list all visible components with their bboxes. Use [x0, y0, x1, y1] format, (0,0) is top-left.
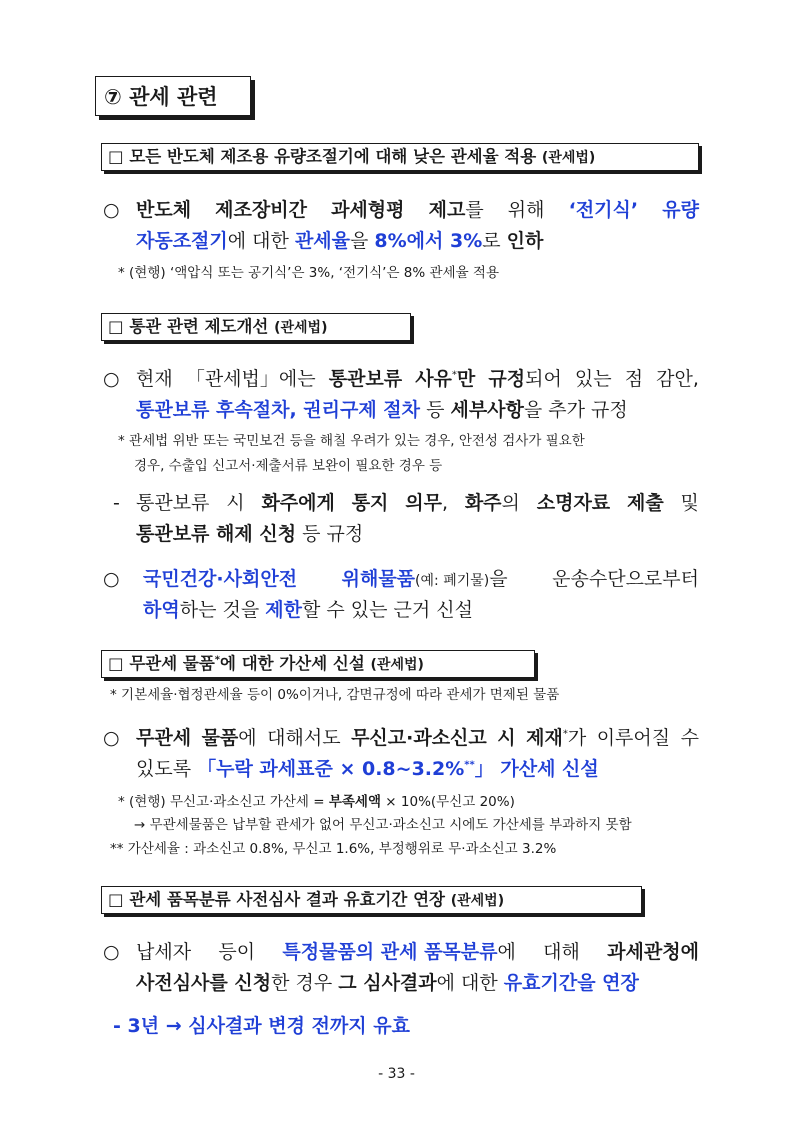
footnote-cont: 경우, 수출입 신고서·제출서류 보완이 필요한 경우 등 [134, 458, 443, 474]
topic-heading-text: □ 통관 관련 제도개선 [108, 317, 269, 336]
section-title [95, 76, 251, 116]
topic-heading-text: □ 무관세 물품 [108, 654, 215, 673]
bullet-line-1: 무관세 물품에 대해서도 무신고·과소신고 시 제재*가 이루어질 수 [136, 727, 699, 749]
topic-heading-text: □ 모든 반도체 제조용 유량조절기에 대해 낮은 관세율 적용 [108, 147, 537, 166]
footnote: * (현행) ‘액압식 또는 공기식’은 3%, ‘전기식’은 8% 관세율 적용 [118, 265, 500, 281]
topic-heading-4 [101, 886, 642, 914]
bullet-line-2: 하역하는 것을 제한할 수 있는 근거 신설 [143, 599, 473, 621]
bullet-marker: ○ [103, 568, 120, 590]
footnote-cont: → 무관세물품은 납부할 관세가 없어 무신고·과소신고 시에도 가산세를 부과하지 못함 [134, 817, 632, 833]
footnote: * 기본세율·협정관세율 등이 0%이거나, 감면규정에 따라 관세가 면제된 물품 [110, 687, 560, 703]
law-label: (관세법) [370, 657, 424, 673]
bullet-line-2: 사전심사를 신청한 경우 그 심사결과에 대한 유효기간을 연장 [136, 972, 639, 994]
footnote: * (현행) 무신고·과소신고 가산세 = 부족세액 × 10%(무신고 20%) [118, 794, 515, 810]
footnote-mark: * [214, 654, 221, 666]
law-label: (관세법) [450, 893, 505, 909]
bullet-line-1: 납세자 등이 특정물품의 관세 품목분류에 대해 과세관청에 [136, 941, 699, 963]
law-label: (관세법) [541, 150, 596, 166]
bullet-marker: ○ [103, 941, 120, 963]
topic-heading-2 [101, 313, 411, 341]
bullet-line-2: 자동조절기에 대한 관세율을 8%에서 3%로 인하 [136, 230, 544, 252]
dash-line-1: 통관보류 시 화주에게 통지 의무, 화주의 소명자료 제출 및 [136, 492, 699, 514]
section-title-text: ⑦ 관세 관련 [104, 85, 218, 109]
footnote: * 관세법 위반 또는 국민보건 등을 해칠 우려가 있는 경우, 안전성 검사가 필요한 [118, 433, 585, 449]
bullet-line-2: 있도록 「누락 과세표준 × 0.8~3.2%**」 가산세 신설 [136, 758, 599, 780]
bullet-line-1: 국민건강·사회안전 위해물품(예: 폐기물)을 운송수단으로부터 [143, 568, 699, 590]
bullet-line-2: 통관보류 후속절차, 권리구제 절차 등 세부사항을 추가 규정 [136, 399, 628, 421]
dash-marker: - [113, 492, 120, 514]
law-label: (관세법) [274, 320, 328, 336]
topic-heading-text-rest: 에 대한 가산세 신설 [220, 654, 365, 673]
topic-heading-text: □ 관세 품목분류 사전심사 결과 유효기간 연장 [108, 890, 445, 909]
bullet-marker: ○ [103, 199, 120, 221]
topic-heading-3 [101, 650, 535, 678]
dash-line-1: - 3년 → 심사결과 변경 전까지 유효 [113, 1015, 410, 1037]
bullet-line-1: 현재 「관세법」에는 통관보류 사유*만 규정되어 있는 점 감안, [136, 368, 699, 390]
page-number: - 33 - [378, 1066, 415, 1082]
bullet-line-1: 반도체 제조장비간 과세형평 제고를 위해 ‘전기식’ 유량 [136, 199, 699, 221]
bullet-marker: ○ [103, 368, 120, 390]
footnote: ** 가산세율 : 과소신고 0.8%, 무신고 1.6%, 부정행위로 무·과소신고 3.2% [110, 841, 557, 857]
topic-heading-1 [101, 143, 699, 171]
dash-line-2: 통관보류 해제 신청 등 규정 [136, 523, 364, 545]
bullet-marker: ○ [103, 727, 120, 749]
